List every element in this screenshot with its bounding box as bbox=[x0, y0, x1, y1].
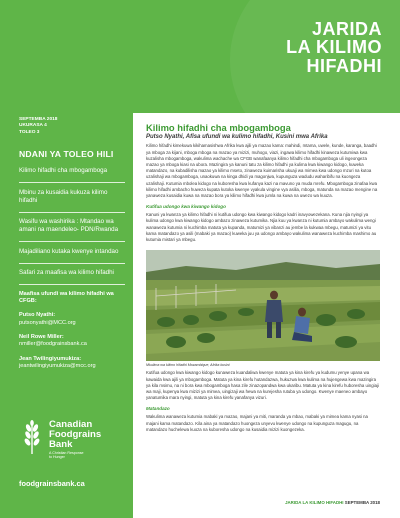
contact-entry bbox=[19, 312, 125, 327]
title-line-1: JARIDA bbox=[311, 19, 382, 39]
contacts-section bbox=[19, 291, 125, 370]
logo-tagline-1: A Christian Response bbox=[49, 451, 84, 455]
logo-wordmark bbox=[49, 420, 101, 449]
logo-line-3: Bank bbox=[49, 438, 73, 450]
article-title: Kilimo hifadhi cha mbogamboga bbox=[146, 122, 291, 133]
toc-divider bbox=[19, 241, 125, 242]
toc-item[interactable]: Wasifu wa washirika : Mtandao wa amani na maendeleo- PDN/Rwanda bbox=[19, 218, 119, 234]
wheat-logo-icon bbox=[19, 420, 45, 456]
contact-name: Neil Rowe Miller: bbox=[19, 334, 64, 340]
logo-line-2: Foodgrains bbox=[49, 428, 102, 440]
issue-page: UKURASA 4 bbox=[19, 123, 47, 129]
logo-tagline bbox=[49, 451, 84, 460]
contact-email-link[interactable]: nmiller@foodgrainsbank.ca bbox=[19, 341, 87, 348]
issue-number: TOLEO 3 bbox=[19, 129, 40, 135]
article-photo bbox=[146, 250, 380, 361]
contact-email-link[interactable]: jeantwilingiyumukiza@mcc.org bbox=[19, 362, 96, 369]
toc-divider bbox=[19, 182, 125, 183]
issue-date: SEPTEMBA 2018 bbox=[19, 117, 58, 122]
photo-caption: Mkulima wa kilimo hifadhi Mozambique, Afrika kusini bbox=[146, 363, 230, 368]
toc-divider bbox=[19, 263, 125, 264]
article-byline: Putso Nyathi, Afisa ufundi wa kulimo hifadhi, Kusini mwa Afrika bbox=[146, 134, 328, 141]
logo-line-1: Canadian bbox=[49, 419, 93, 430]
toc-item[interactable]: Mbinu za kusaidia kukuza kilimo hifadhi bbox=[19, 188, 108, 204]
page-footer bbox=[285, 500, 380, 505]
issue-info bbox=[19, 117, 125, 136]
toc-divider bbox=[19, 212, 125, 213]
title-line-3: HIFADHI bbox=[306, 55, 382, 76]
toc-divider bbox=[19, 284, 125, 285]
newsletter-title bbox=[286, 20, 382, 75]
article-paragraph: Kilimo hifadhi kimekuwa kikihamasishwa Afrika kwa ajili ya mazao kama: mahindi, mtama, uwele, kunde, karanga, baadhi ya mboga za kijani, mboga mboga na mazao ya mizizi, muhogo, viazi, ingawa kilimo hifadhi kinaweza kutumiwa kwa kuzalisha mbogamboga, wakulima wachache wa CFGB wanafaanya kilimo hifadhi cha mbogamboga uli ingeongeza mazao ya mboga kiasi na ubora. Mazingira ya kanuni tatu za kilimo hifadhi ya kulima kwa kiwango kidogo, kuweka matandazo, na kubadilisha mazao ya kilimo mseto, zinaweza kuimarisha ukuaji wa mimea kwa udongo mzuri na kutoa uzalishaji wa mbogamboga, unaokuwa na kinga dhidi ya magonjwa, kupunguza wadudu waharibifu na kuongeza uzalishaji. Kutumia mbolea kidogo na kuboresha kwa kufanya kazi na mavuno ya muda mrefu. Mbogamboga zinafaa kwa kilimo hifadhi ambacho huweza kupata kutoka kwenye vyakula vingine vya asilia, mboga, matunda na mazao mengine na yanaweza kusaidia kuwa na mazao bora ya kilimo hifadhi kwa jumla na kuwa na uwezo wa kuuza. bbox=[146, 143, 378, 199]
contact-entry bbox=[19, 356, 125, 371]
contact-name: Jean Twilingiyumukiza: bbox=[19, 355, 82, 362]
article-subheading: Kutifua udongo kwa kiwango kidogo bbox=[146, 204, 226, 210]
footer-date: SEPTEMBA 2018 bbox=[344, 500, 380, 505]
toc-item[interactable]: Kilimo hifadhi cha mbogamboga bbox=[19, 167, 108, 175]
toc-item[interactable]: Safari za maafisa wa kilimo hifadhi bbox=[19, 269, 114, 277]
article bbox=[146, 122, 380, 433]
toc-item[interactable]: Majadiliano kutaka kwenye intandao bbox=[19, 247, 119, 255]
contact-entry bbox=[19, 334, 125, 349]
contact-name: Putso Nyathi: bbox=[19, 312, 56, 319]
article-paragraph: Wakulima wanaweza kutumia mabaki ya mazao, majani ya miti, maranda ya mbao, mabaki ya mimea kama nyasi na majani kama matandazo. Kila aina ya matandazo huongeza unyevu kwenye udongo na kupunguza magugu, na matandazo huchelewa kuoza na kuboresha udongo na kusaidia mizizi kuongezeka. bbox=[146, 414, 368, 432]
toc-heading: NDANI YA TOLEO HILI bbox=[19, 149, 114, 160]
title-line-2: LA KILIMO bbox=[286, 37, 382, 58]
foodgrains-bank-logo bbox=[19, 418, 129, 462]
footer-publication: JARIDA LA KILIMO HIFADHI bbox=[285, 500, 344, 505]
contacts-heading: Maafisa ufundi wa kilimo hifadhi wa CFGB: bbox=[19, 290, 114, 305]
article-paragraph: Kanuni ya kwanza ya kilimo hifadhi ni kutifua udongo kwa kiwango kidogo kadri inavyowezekana. Kuna njia nyingi ya kulima udongo kwa kiwango kidogo ambazo zinaweza kutumika. Njia kuu ya kwanza ni kutumia ambayo wakulima wengi wanaweza kutumia ni kuchimba matuta ya kupanda, matumizi ya vibanzi au jembe la kukwaa mbegu, matumizi ya vitu kama matandazo ya asili (mabaki ya mazao) kuweka juu ya udongo ambayo wakulima wanaweza kuchimba mashimo au kutumia mistari ya mbegu. bbox=[146, 212, 377, 243]
article-paragraph: Kutifua udongo kwa kiwango kidogo kunaweza kuandaliwa kwenye matuta ya kina kirefu ya kudumu yenye upana wa kawaida kwa ajili ya mbogamboga. Matuta ya kina kirefu hutandazwa, hukuzwa kwa kulima na hujengewa kwa mazingira ya kila msimu, na ni bora kwa mbogamboga hasa zile zinazopandwa kwa ukaribu. Matuta ya kina kirefu huboresha uingiaji wa maji, kupenya kwa mizizi ya mimea, uingizaji wa hewa na kurejesha rutuba ya udongo. Kwenye maeneo ambayo yanatumika mara nyingi, matuta ya kina kirefu yanafanya vizuri. bbox=[146, 370, 379, 401]
farm-field-illustration bbox=[146, 250, 380, 361]
masthead bbox=[0, 0, 400, 113]
article-subheading: Matandazo bbox=[146, 406, 170, 412]
contact-email-link[interactable]: putsonyathi@MCC.org bbox=[19, 319, 76, 326]
website-link[interactable]: foodgrainsbank.ca bbox=[19, 479, 85, 488]
logo-tagline-2: to Hunger bbox=[49, 455, 65, 460]
